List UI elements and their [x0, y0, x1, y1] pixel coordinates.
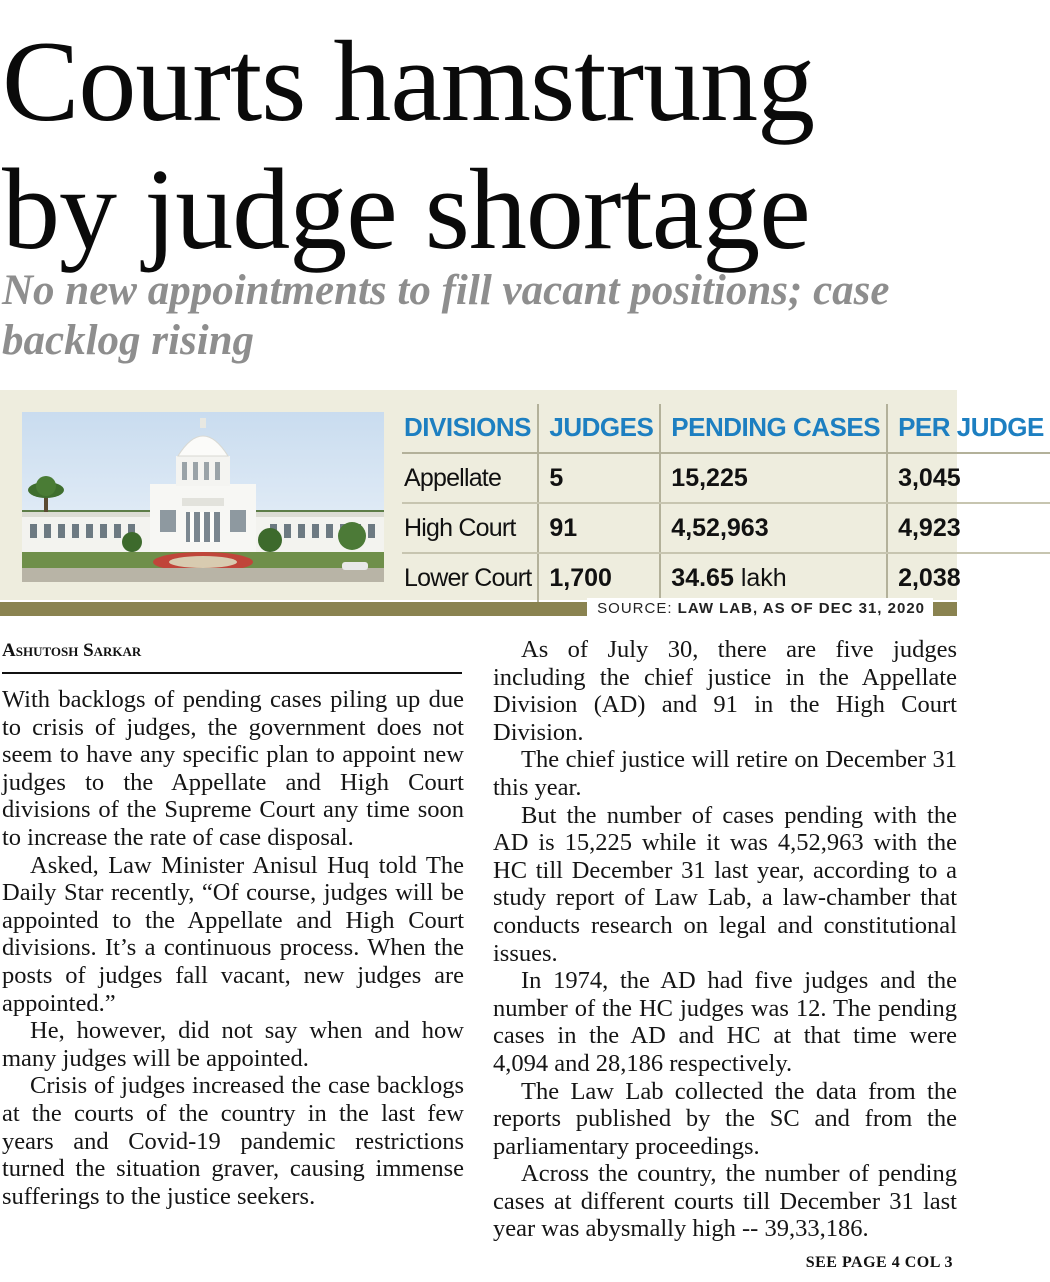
division-cell: Lower Court — [404, 563, 532, 592]
paragraph: He, however, did not say when and how many judges will be appointed. — [2, 1017, 464, 1072]
paragraph: Crisis of judges increased the case backlogs at the courts of the country in the last few years and Covid-19 pandemic restrictions turned the situation graver, causing immense sufferings to the justice seekers. — [2, 1072, 464, 1210]
infographic-box — [0, 390, 1044, 600]
paragraph: The chief justice will retire on December 31 this year. — [493, 746, 957, 801]
subheadline: No new appointments to fill vacant positions; case backlog rising — [2, 267, 890, 364]
source-label: SOURCE: — [597, 600, 673, 617]
byline: Ashutosh Sarkar — [2, 640, 462, 674]
table-row — [402, 503, 1050, 553]
pending-cell — [660, 453, 887, 503]
paragraph: With backlogs of pending cases piling up due to crisis of judges, the government does not seem to have any specific plan to appoint new judges to the Appellate and High Court divisions of the Supreme Court any time soon to increase the rate of case disposal. — [2, 686, 464, 851]
pending-value: 15,225 — [671, 463, 748, 492]
judges-table — [402, 404, 1050, 602]
judges-cell: 91 — [538, 503, 660, 553]
article-column-right — [493, 636, 957, 1243]
pending-value: 34.65 — [671, 563, 734, 592]
headline — [2, 18, 957, 274]
source-text: LAW LAB, AS OF DEC 31, 2020 — [677, 600, 925, 617]
paragraph: The Law Lab collected the data from the reports published by the SC and from the parliamentary proceedings. — [493, 1077, 957, 1160]
pending-value: 4,52,963 — [671, 513, 769, 542]
source-credit — [587, 598, 933, 617]
headline-line-2: by judge shortage — [2, 146, 810, 274]
table-header-row — [402, 404, 1050, 453]
division-cell: Appellate — [402, 453, 538, 503]
pending-cell — [660, 553, 887, 602]
headline-line-1: Courts hamstrung — [2, 18, 815, 146]
per-judge-cell: 3,045 — [887, 453, 1050, 503]
pending-unit: lakh — [740, 563, 787, 592]
supreme-court-photo — [22, 412, 384, 582]
judges-cell: 5 — [538, 453, 660, 503]
per-judge-cell: 2,038 — [887, 553, 1050, 602]
pending-cell — [660, 503, 887, 553]
table-row — [402, 453, 1050, 503]
table-row — [402, 553, 1050, 602]
per-judge-cell: 4,923 — [887, 503, 1050, 553]
header-divisions: DIVISIONS — [402, 404, 538, 453]
article-column-left — [2, 686, 464, 1210]
header-pending-cases: PENDING CASES — [660, 404, 887, 453]
continuation-link[interactable]: SEE PAGE 4 COL 3 — [805, 1254, 953, 1271]
paragraph: In 1974, the AD had five judges and the number of the HC judges was 12. The pending cases in the AD and HC at that time were 4,094 and 28,186 respectively. — [493, 967, 957, 1077]
header-judges: JUDGES — [538, 404, 660, 453]
judges-cell: 1,700 — [538, 553, 660, 602]
header-per-judge: PER JUDGE — [887, 404, 1050, 453]
paragraph: Asked, Law Minister Anisul Huq told The Daily Star recently, “Of course, judges will be appointed to the Appellate and High Court divisions. It’s a continuous process. When the posts of judges fall vacant, new judges are appointed.” — [2, 851, 464, 1017]
paragraph: Across the country, the number of pending cases at different courts till December 31 last year was abysmally high -- 39,33,186. — [493, 1160, 957, 1243]
paragraph: But the number of cases pending with the AD is 15,225 while it was 4,52,963 with the HC till December 31 last year, according to a study report of Law Lab, a law-chamber that conducts research on legal and constitutional issues. — [493, 801, 957, 967]
division-cell: High Court — [402, 503, 538, 553]
paragraph: As of July 30, there are five judges including the chief justice in the Appellate Division (AD) and 91 in the High Court Division. — [493, 636, 957, 746]
